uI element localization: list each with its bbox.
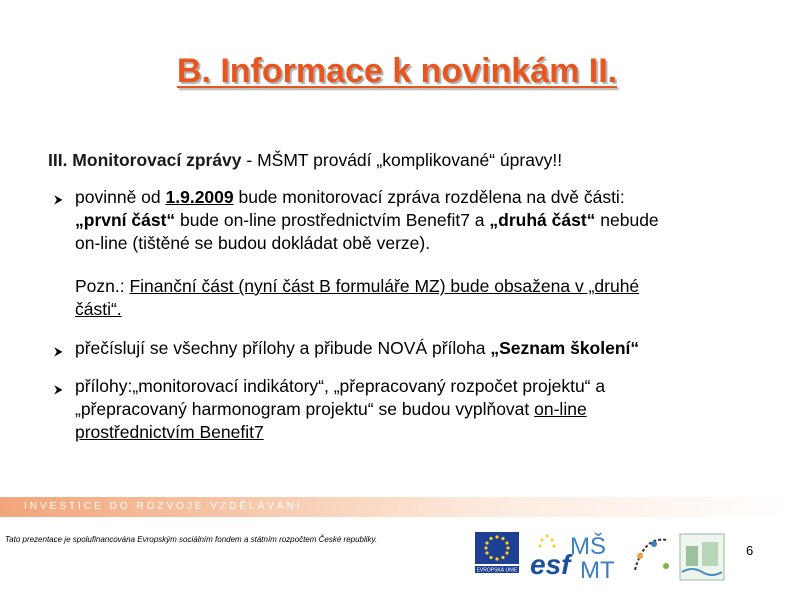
item1-line1: povinně od 1.9.2009 bude monitorovací zpráva rozdělena na dvě části: <box>75 187 625 207</box>
item1-date: 1.9.2009 <box>165 187 234 207</box>
msmt-logo-icon <box>570 532 615 584</box>
item1-line3: on-line (tištěné se budou dokládat obě verze). <box>75 233 431 253</box>
svg-text:MŠ: MŠ <box>570 533 606 560</box>
arrow-bullet-icon: ⮞ <box>54 192 63 206</box>
note-line1: Pozn.: Finanční část (nyní část B formuláře MZ) bude obsažena v „druhé <box>75 276 640 296</box>
heading-bold: III. Monitorovací zprávy <box>48 150 242 170</box>
logo-strip <box>472 526 727 584</box>
note-line2: části“. <box>75 299 122 319</box>
footer-band-text: INVESTICE DO ROZVOJE VZDĚLÁVÁNÍ <box>24 501 303 512</box>
item3-line3: prostřednictvím Benefit7 <box>75 422 264 442</box>
item2-bold: „Seznam školení“ <box>490 338 640 358</box>
list-item <box>75 186 735 255</box>
item3-line2: „přepracovaný harmonogram projektu“ se budou vyplňovat on-line <box>75 399 587 419</box>
item1-line2: „první část“ bude on-line prostřednictvím Benefit7 a „druhá část“ nebude <box>75 210 659 230</box>
esf-logo-icon <box>530 535 573 581</box>
list-item: přečíslují se všechny přílohy a přibude NOVÁ příloha „Seznam školení“ <box>75 338 640 358</box>
op-logo-icon <box>635 540 669 570</box>
footnote: Tato prezentace je spolufinancována Evropským sociálním fondem a státním rozpočtem České republiky. <box>5 535 378 544</box>
note-paragraph <box>75 275 735 321</box>
list-item <box>75 375 735 444</box>
svg-text:esf: esf <box>530 549 571 580</box>
page-number: 6 <box>746 543 754 558</box>
heading-rest: - MŠMT provádí „komplikované“ úpravy!! <box>241 150 563 170</box>
arrow-bullet-icon: ⮞ <box>54 382 63 396</box>
eu-flag-icon <box>475 532 519 574</box>
section-heading <box>48 150 562 171</box>
region-logo-icon <box>680 534 724 580</box>
item3-line1: přílohy:„monitorovací indikátory“, „přepracovaný rozpočet projektu“ a <box>75 376 606 396</box>
arrow-bullet-icon: ⮞ <box>54 344 63 358</box>
svg-text:MT: MT <box>580 557 615 584</box>
eu-caption: EVROPSKÁ UNIE <box>476 567 518 574</box>
slide-title: B. Informace k novinkám II. <box>176 52 618 90</box>
